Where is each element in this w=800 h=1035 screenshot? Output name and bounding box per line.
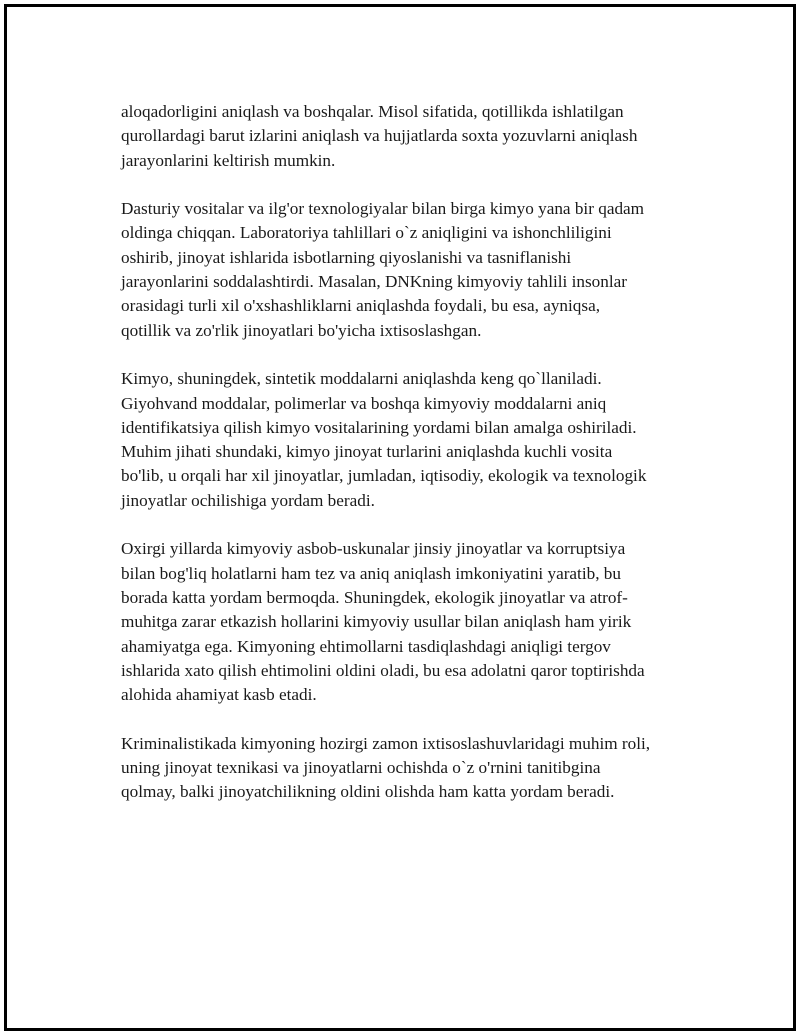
text-line: qotillik va zo'rlik jinoyatlari bo'yicha ixtisoslashgan.: [121, 320, 482, 340]
text-line: bo'lib, u orqali har xil jinoyatlar, jumladan, iqtisodiy, ekologik va texnologik: [121, 466, 647, 486]
text-line: Kimyo, shuningdek, sintetik moddalarni aniqlashda keng qo`llaniladi.: [121, 369, 602, 389]
paragraph: [121, 367, 701, 513]
text-line: Oxirgi yillarda kimyoviy asbob-uskunalar jinsiy jinoyatlar va korruptsiya: [121, 539, 626, 559]
text-line: Kriminalistikada kimyoning hozirgi zamon ixtisoslashuvlaridagi muhim roli,: [121, 733, 651, 753]
text-line: uning jinoyat texnikasi va jinoyatlarni ochishda o`z o'rnini tanitibgina: [121, 758, 601, 778]
text-line: jarayonlarini keltirish mumkin.: [121, 150, 336, 170]
paragraph: [121, 100, 701, 173]
text-line: Dasturiy vositalar va ilg'or texnologiyalar bilan birga kimyo yana bir qadam: [121, 199, 645, 219]
text-line: alohida ahamiyat kasb etadi.: [121, 685, 317, 705]
paragraph: [121, 537, 701, 707]
page-frame: [4, 4, 796, 1031]
paragraph: [121, 732, 701, 805]
text-line: qurollardagi barut izlarini aniqlash va hujjatlarda soxta yozuvlarni aniqlash: [121, 126, 638, 146]
text-line: identifikatsiya qilish kimyo vositalarining yordami bilan amalga oshiriladi.: [121, 417, 637, 437]
text-line: Giyohvand moddalar, polimerlar va boshqa kimyoviy moddalarni aniq: [121, 393, 607, 413]
text-line: ahamiyatga ega. Kimyoning ehtimollarni tasdiqlashdagi aniqligi tergov: [121, 636, 611, 656]
text-line: jarayonlarini soddalashtirdi. Masalan, DNKning kimyoviy tahlili insonlar: [121, 272, 627, 292]
text-line: orasidagi turli xil o'xshashliklarni aniqlashda foydali, bu esa, ayniqsa,: [121, 296, 600, 316]
text-line: Muhim jihati shundaki, kimyo jinoyat turlarini aniqlashda kuchli vosita: [121, 442, 613, 462]
text-line: ishlarida xato qilish ehtimolini oldini oladi, bu esa adolatni qaror toptirishda: [121, 660, 645, 680]
text-line: aloqadorligini aniqlash va boshqalar. Misol sifatida, qotillikda ishlatilgan: [121, 102, 624, 121]
text-line: jinoyatlar ochilishiga yordam beradi.: [121, 490, 375, 510]
text-line: oshirib, jinoyat ishlarida isbotlarning qiyoslanishi va tasniflanishi: [121, 247, 572, 267]
paragraph: [121, 197, 701, 343]
text-line: borada katta yordam bermoqda. Shuningdek, ekologik jinoyatlar va atrof-: [121, 587, 628, 607]
document-body: [121, 100, 701, 829]
text-line: oldinga chiqqan. Laboratoriya tahlillari o`z aniqligini va ishonchliligini: [121, 223, 612, 243]
text-line: qolmay, balki jinoyatchilikning oldini olishda ham katta yordam beradi.: [121, 782, 615, 802]
text-line: muhitga zarar etkazish hollarini kimyoviy usullar bilan aniqlash ham yirik: [121, 612, 632, 632]
text-line: bilan bog'liq holatlarni ham tez va aniq aniqlash imkoniyatini yaratib, bu: [121, 563, 621, 583]
